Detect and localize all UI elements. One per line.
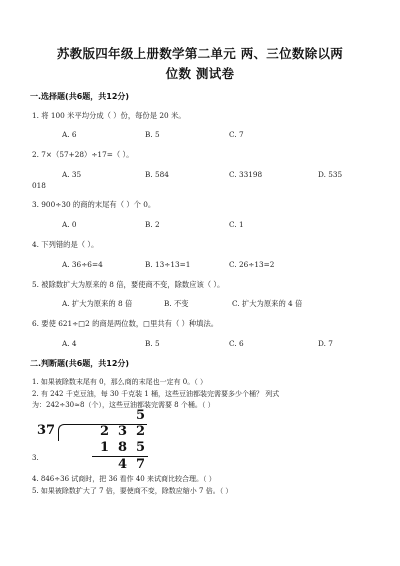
question-5-stem: 5. 被除数扩大为原来的 8 倍，要使商不变，除数应该（ ）。	[32, 280, 225, 289]
question-2-option-a: A. 35	[62, 170, 82, 179]
judgement-2-line2: 为：242÷30≈8（个），这些豆油都装完需要 8 个桶。（ ）	[32, 401, 215, 409]
section-heading-judgement: 二.判断题(共6题，共12分)	[30, 359, 130, 368]
question-6-option-a: A. 4	[62, 339, 77, 348]
question-3-option-a: A. 0	[62, 220, 77, 229]
question-5-option-b: B. 不变	[164, 299, 189, 308]
question-6-option-c: C. 6	[229, 339, 244, 348]
division-dividend-digit-2: 3	[118, 424, 128, 439]
judgement-1: 1. 如果被除数末尾有 0，那么商的末尾也一定有 0。（ ）	[32, 378, 207, 386]
worksheet-title-line1: 苏教版四年级上册数学第二单元 两、三位数除以两	[56, 46, 344, 61]
question-2-option-b: B. 584	[145, 170, 169, 179]
judgement-4: 4. 846÷36 试商时，把 36 看作 40 来试商比较合理。（ ）	[32, 475, 216, 483]
question-1-stem: 1. 将 100 米平均分成（ ）份，每份是 20 米。	[32, 111, 186, 120]
question-4-stem: 4. 下列错的是（ ）。	[32, 240, 99, 249]
question-4-option-c: C. 26÷13=2	[229, 260, 275, 269]
division-product-digit-1: 1	[100, 440, 110, 455]
judgement-3-label: 3.	[32, 454, 39, 462]
question-2-option-d-overflow: 018	[32, 181, 46, 190]
division-quotient: 5	[136, 408, 146, 423]
question-3-option-c: C. 1	[229, 220, 244, 229]
judgement-5: 5. 如果被除数扩大了 7 倍，要使商不变，除数应缩小 7 倍。（ ）	[32, 487, 233, 495]
worksheet-title-line2: 位数 测试卷	[165, 66, 235, 81]
division-product-digit-3: 5	[136, 440, 146, 455]
question-4-option-a: A. 36÷6=4	[62, 260, 103, 269]
question-6-option-d: D. 7	[318, 339, 333, 348]
division-remainder-digit-2: 7	[136, 457, 146, 472]
question-6-option-b: B. 5	[145, 339, 160, 348]
division-product-digit-2: 8	[118, 440, 128, 455]
division-dividend-digit-1: 2	[100, 424, 110, 439]
question-3-stem: 3. 900÷30 的商的末尾有（ ）个 0。	[32, 200, 156, 209]
division-divisor: 37	[37, 423, 56, 438]
section-heading-choice: 一.选择题(共6题，共12分)	[30, 92, 130, 101]
division-dividend-digit-3: 2	[136, 424, 146, 439]
question-1-option-c: C. 7	[229, 130, 244, 139]
question-1-option-a: A. 6	[62, 130, 77, 139]
question-4-option-b: B. 13÷13=1	[145, 260, 191, 269]
question-2-stem: 2. 7×（57+28）÷17=（ ）。	[32, 150, 134, 159]
question-1-option-b: B. 5	[145, 130, 160, 139]
question-5-option-a: A. 扩大为原来的 8 倍	[62, 299, 133, 308]
judgement-2-line1: 2. 有 242 千克豆油，每 30 千克装 1 桶，这些豆油都装完需要多少个桶？ 列式	[32, 390, 280, 398]
question-3-option-b: B. 2	[145, 220, 160, 229]
question-2-option-d: D. 535	[318, 170, 343, 179]
division-remainder-digit-1: 4	[118, 457, 128, 472]
question-6-stem: 6. 要使 621÷□2 的商是两位数，□里共有（ ）种填法。	[32, 319, 219, 328]
question-2-option-c: C. 33198	[229, 170, 263, 179]
question-5-option-c: C. 扩大为原来的 4 倍	[232, 299, 303, 308]
